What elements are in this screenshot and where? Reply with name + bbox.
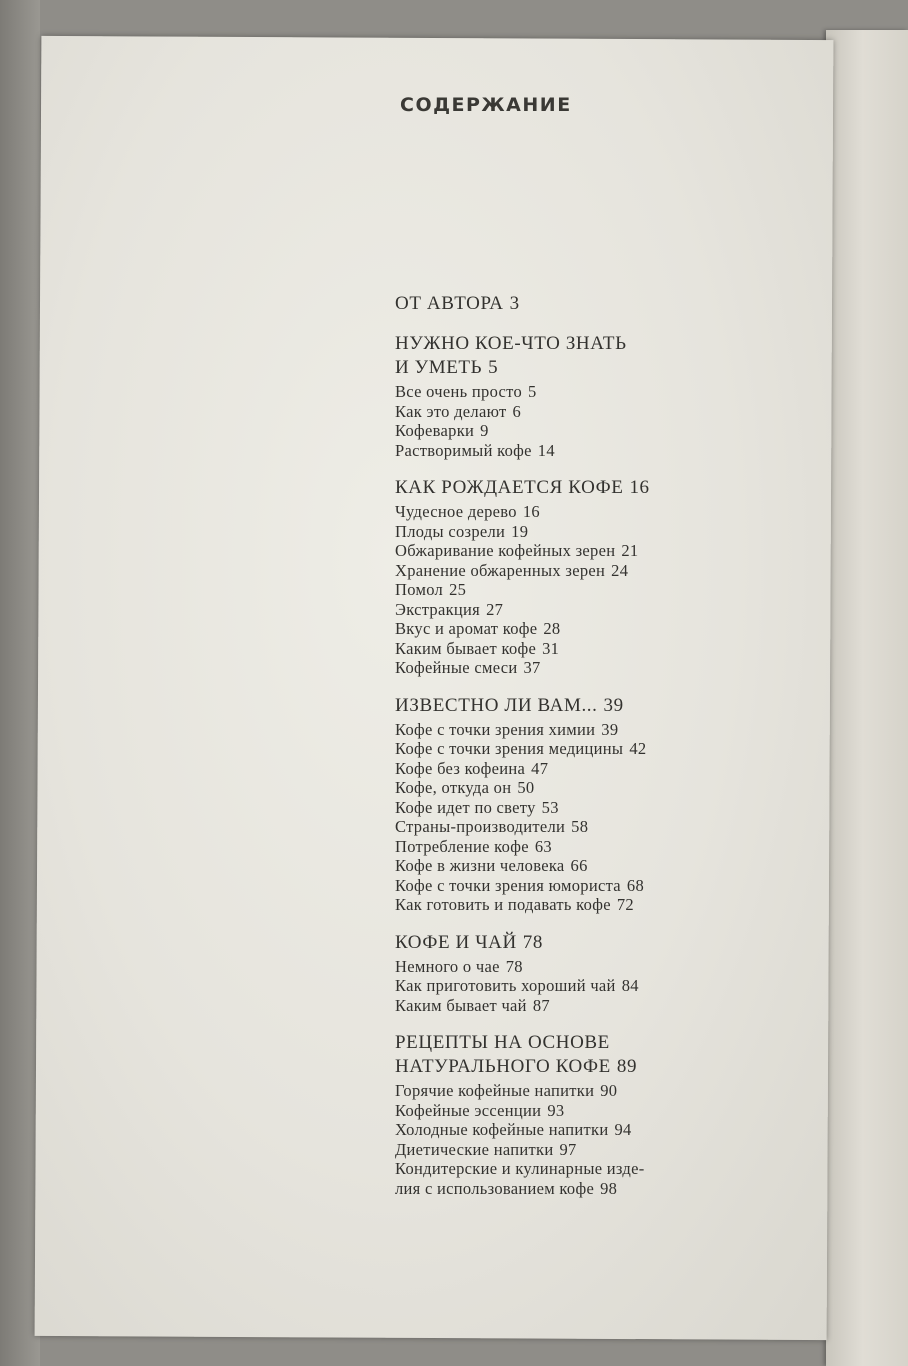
toc-entry-page-number: 14 (537, 440, 555, 460)
toc-entry (395, 561, 755, 581)
toc-entry-title: Все очень просто (395, 382, 523, 401)
toc-entry-title: Плоды созрели (395, 521, 506, 541)
toc-entry (395, 720, 755, 740)
toc-entry (395, 1179, 755, 1199)
toc-entry-page-number: 31 (542, 638, 560, 658)
table-of-contents (395, 292, 755, 1198)
toc-entry-title: Кофе в жизни человека (395, 856, 565, 875)
toc-entry (395, 876, 755, 896)
toc-entry-page-number: 37 (523, 658, 541, 677)
toc-entry-page-number: 21 (621, 541, 639, 560)
toc-entry-title: Растворимый кофе (395, 440, 532, 460)
table-surface (0, 0, 40, 1366)
toc-entry (395, 402, 755, 422)
section-heading (395, 476, 755, 500)
toc-entry-title: Как приготовить хороший чай (395, 976, 616, 995)
toc-entry (395, 856, 755, 876)
toc-entry-page-number: 25 (449, 580, 467, 599)
toc-entry-page-number: 24 (611, 560, 629, 580)
toc-entry-title: Чудесное дерево (395, 502, 517, 521)
section-heading-text: ОТ АВТОРА (395, 293, 504, 314)
toc-entry-page-number: 72 (616, 895, 634, 914)
toc-entry-page-number: 5 (528, 382, 537, 401)
section-heading-text: КАК РОЖДАЕТСЯ КОФЕ (395, 477, 624, 498)
toc-entry-title: Немного о чае (395, 956, 500, 976)
section-heading (395, 694, 755, 718)
toc-section (395, 1031, 755, 1198)
section-heading-text: И УМЕТЬ (395, 357, 483, 378)
page-title: СОДЕРЖАНИЕ (400, 94, 572, 116)
section-page-number: 89 (616, 1056, 638, 1077)
toc-entry-title: Кофе идет по свету (395, 797, 536, 817)
section-page-number: 3 (509, 293, 520, 314)
toc-entry (395, 996, 755, 1016)
toc-entry-page-number: 87 (532, 995, 550, 1015)
toc-entry-page-number: 97 (559, 1139, 577, 1159)
toc-entry-page-number: 16 (522, 502, 540, 521)
section-page-number: 39 (603, 694, 624, 716)
section-page-number: 78 (522, 931, 543, 953)
section-heading (395, 292, 755, 316)
section-heading-text: НАТУРАЛЬНОГО КОФЕ (395, 1056, 611, 1077)
toc-section (395, 476, 755, 678)
toc-entry-page-number: 19 (511, 521, 529, 541)
toc-entry-page-number: 50 (517, 778, 535, 797)
section-heading-text: НУЖНО КОЕ-ЧТО ЗНАТЬ (395, 333, 627, 354)
toc-entry (395, 639, 755, 659)
toc-entry (395, 502, 755, 522)
toc-entry-page-number: 58 (571, 817, 589, 836)
toc-entry-title: Как это делают (395, 401, 507, 421)
toc-entry (395, 658, 755, 678)
section-page-number: 5 (488, 357, 499, 378)
toc-entry (395, 778, 755, 798)
toc-entry-title: Кофе с точки зрения юмориста (395, 875, 621, 895)
toc-entry-page-number: 93 (547, 1100, 565, 1120)
toc-entry-page-number: 27 (486, 599, 504, 619)
toc-entry-title: Кофе, откуда он (395, 778, 512, 797)
toc-entry (395, 798, 755, 818)
toc-entry-title: Кофеварки (395, 421, 475, 440)
toc-section (395, 931, 755, 1016)
toc-entry-page-number: 98 (600, 1178, 618, 1198)
toc-entry (395, 739, 755, 759)
toc-entry (395, 1140, 755, 1160)
toc-entry-title: Кофе с точки зрения медицины (395, 739, 624, 758)
toc-entry (395, 817, 755, 837)
toc-entry-title: Как готовить и подавать кофе (395, 895, 611, 914)
toc-entry-title: Кондитерские и кулинарные изде- (395, 1159, 645, 1178)
section-heading (395, 356, 755, 380)
toc-entry-page-number: 68 (626, 875, 645, 895)
toc-entry-title: Кофе без кофеина (395, 758, 526, 778)
toc-entry (395, 522, 755, 542)
toc-entry-title: Диетические напитки (395, 1139, 554, 1159)
toc-entry-title: Каким бывает кофе (395, 638, 537, 658)
section-heading-text: РЕЦЕПТЫ НА ОСНОВЕ (395, 1032, 610, 1053)
toc-section (395, 332, 755, 460)
toc-entry-title: Кофе с точки зрения химии (395, 719, 596, 739)
toc-entry (395, 541, 755, 561)
toc-entry (395, 619, 755, 639)
toc-entry-title: Кофейные эссенции (395, 1100, 542, 1120)
toc-entry-page-number: 66 (570, 856, 588, 875)
toc-entry-title: Экстракция (395, 599, 481, 619)
toc-entry-page-number: 90 (600, 1081, 618, 1100)
toc-section (395, 292, 755, 316)
toc-entry (395, 1081, 755, 1101)
toc-entry-title: Горячие кофейные напитки (395, 1081, 595, 1100)
toc-entry-page-number: 28 (543, 619, 561, 638)
toc-entry-page-number: 39 (601, 719, 619, 739)
toc-entry (395, 957, 755, 977)
toc-entry-page-number: 78 (505, 956, 523, 976)
toc-entry-page-number: 53 (541, 797, 559, 817)
toc-section (395, 694, 755, 915)
toc-entry (395, 1101, 755, 1121)
toc-entry-page-number: 47 (531, 758, 549, 778)
section-heading-text: ИЗВЕСТНО ЛИ ВАМ... (395, 694, 598, 716)
section-heading (395, 931, 755, 955)
toc-entry-title: Потребление кофе (395, 836, 529, 856)
toc-entry-title: Хранение обжаренных зерен (395, 560, 606, 580)
toc-entry-page-number: 63 (534, 836, 552, 856)
toc-entry (395, 895, 755, 915)
toc-entry-title: Помол (395, 580, 444, 599)
toc-entry (395, 421, 755, 441)
next-page-edge (826, 30, 908, 1366)
toc-entry-title: лия с использованием кофе (395, 1178, 595, 1198)
toc-entry (395, 1120, 755, 1140)
toc-entry-title: Кофейные смеси (395, 658, 518, 677)
toc-entry (395, 600, 755, 620)
toc-entry (395, 382, 755, 402)
toc-entry (395, 976, 755, 996)
section-heading-text: КОФЕ И ЧАЙ (395, 931, 517, 953)
toc-entry-title: Обжаривание кофейных зерен (395, 541, 616, 560)
section-page-number: 16 (629, 477, 650, 498)
toc-entry (395, 580, 755, 600)
section-heading (395, 1031, 755, 1055)
toc-entry-title: Каким бывает чай (395, 995, 527, 1015)
toc-entry-title: Холодные кофейные напитки (395, 1120, 609, 1139)
toc-entry-title: Вкус и аромат кофе (395, 619, 538, 638)
toc-entry-page-number: 9 (480, 421, 489, 440)
toc-entry (395, 1159, 755, 1179)
toc-entry-page-number: 84 (621, 976, 639, 995)
toc-entry-title: Страны-производители (395, 817, 566, 836)
toc-entry-page-number: 6 (512, 401, 522, 421)
toc-entry-page-number: 42 (629, 739, 647, 758)
toc-entry (395, 837, 755, 857)
toc-entry (395, 759, 755, 779)
section-heading (395, 1055, 755, 1079)
toc-entry-page-number: 94 (614, 1120, 632, 1139)
toc-entry (395, 441, 755, 461)
section-heading (395, 332, 755, 356)
